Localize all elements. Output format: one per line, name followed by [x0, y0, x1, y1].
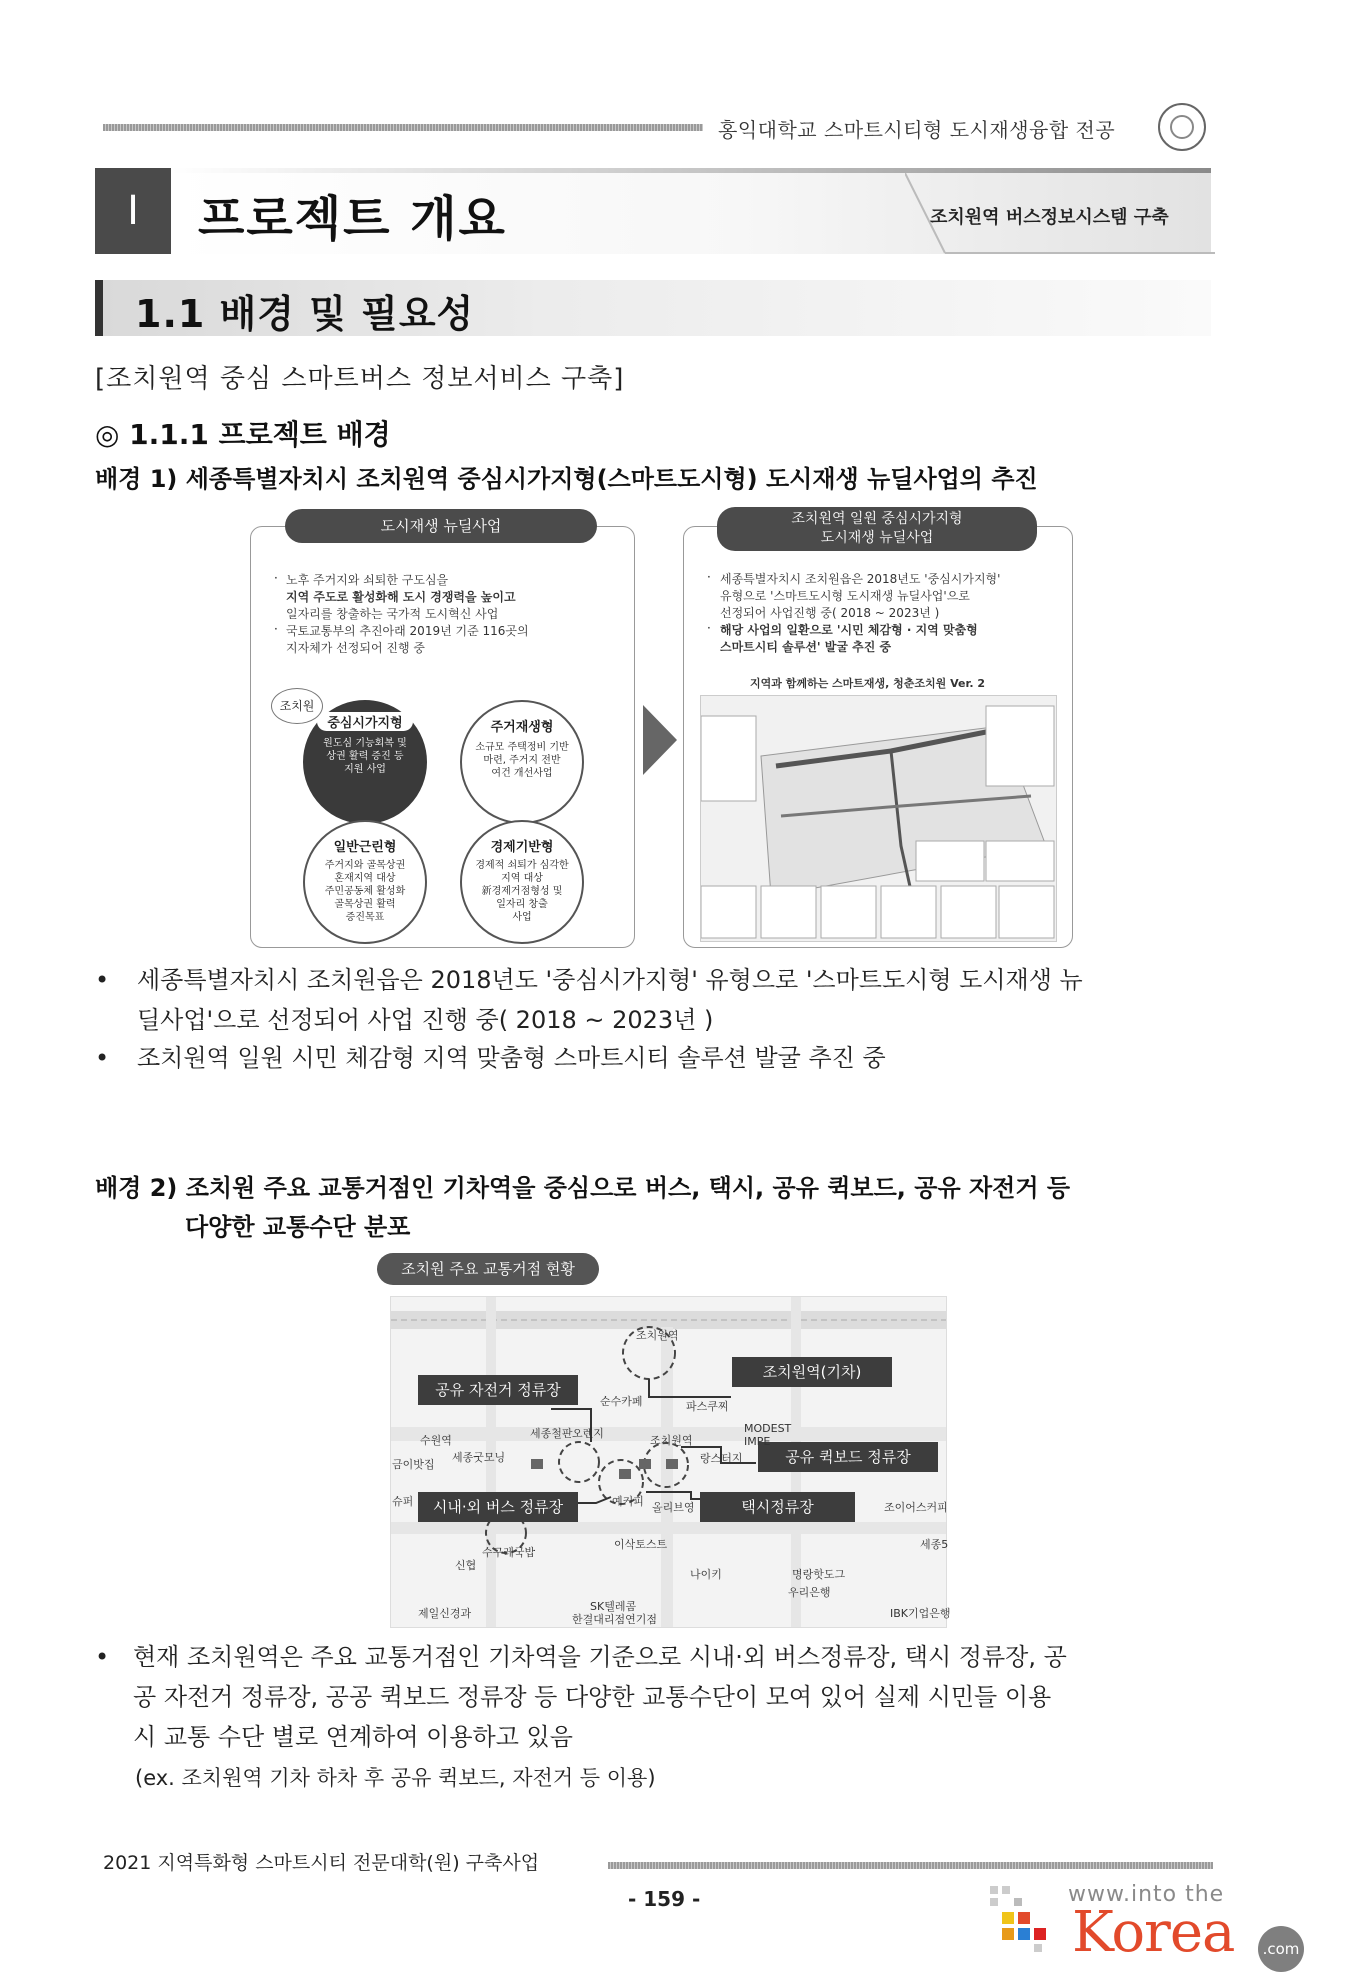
poi-21: 명랑핫도그 — [792, 1568, 846, 1581]
c4-d4: 일자리 창출 — [496, 899, 548, 910]
bg2-l2: 공 자전거 정류장, 공공 퀵보드 정류장 등 다양한 교통수단이 모여 있어 실제 시민들 이용 — [133, 1683, 1052, 1711]
subsection-title: ◎ 1.1.1 프로젝트 배경 — [95, 418, 391, 451]
poi-10: 조치원역 — [650, 1434, 693, 1447]
lp-b2-l1: 국토교통부의 추진아래 2019년 기준 116곳의 — [286, 624, 529, 638]
rp-b2-l2: 스마트시티 솔루션' 발굴 추진 중 — [720, 640, 892, 654]
footer-text: 2021 지역특화형 스마트시티 전문대학(원) 구축사업 — [103, 1852, 540, 1874]
poi-18: 신협 — [455, 1559, 477, 1572]
c3-d5: 증진목표 — [345, 912, 385, 923]
circle-residential — [460, 700, 584, 824]
label-shared-scooter: 공유 퀵보드 정류장 — [758, 1442, 938, 1472]
poi-20: 나이키 — [690, 1568, 722, 1581]
poi-1: 순수카페 — [600, 1395, 643, 1408]
arrow-right-icon — [643, 705, 677, 775]
poi-station-small: 조치원역 — [636, 1329, 679, 1342]
c2-d2: 마련, 주거지 전반 — [483, 755, 561, 766]
poi-19: 세종5 — [920, 1538, 949, 1551]
section-bar — [95, 280, 103, 336]
c4-d5: 사업 — [512, 912, 532, 923]
page-number: - 159 - — [628, 1887, 701, 1911]
poi-14: 올리브영 — [652, 1501, 695, 1514]
circle-neighborhood — [303, 820, 427, 944]
subject-line: [조치원역 중심 스마트버스 정보서비스 구축] — [95, 364, 625, 394]
chapter-slant-line — [905, 173, 1215, 255]
poi-7: 금이밧집 — [392, 1458, 435, 1471]
label-bus-stop: 시내·외 버스 정류장 — [418, 1492, 578, 1522]
label-taxi-stand: 택시정류장 — [700, 1492, 855, 1522]
c4-d1: 경제적 쇠퇴가 심각한 — [475, 860, 569, 871]
poi-22: 우리은행 — [788, 1586, 831, 1599]
bg1-b1-text — [137, 960, 1083, 1040]
lp-b1-l1: 노후 주거지와 쇠퇴한 구도심을 — [286, 573, 449, 587]
watermark-grid-icon — [990, 1886, 1050, 1966]
lp-b2-l2: 지자체가 선정되어 진행 중 — [286, 641, 425, 655]
rp-dot2: · — [707, 621, 711, 635]
circle4-title: 경제기반형 — [490, 840, 554, 855]
chapter-number: Ⅰ — [95, 168, 171, 254]
lp-dot2: · — [274, 622, 278, 636]
rp-b1-l2: 유형으로 '스마트도시형 도시재생 뉴딜사업'으로 — [720, 589, 970, 603]
poi-2: 파스쿠찌 — [686, 1400, 729, 1413]
circle1-desc — [305, 737, 425, 776]
c4-d3: 新경제거점형성 및 — [481, 886, 563, 897]
poi-8: 세종굿모닝 — [452, 1451, 506, 1464]
bg1-b1-l2: 딜사업'으로 선정되어 사업 진행 중( 2018 ~ 2023년 ) — [137, 1006, 714, 1034]
bg2-bullet-text — [133, 1637, 1067, 1757]
bg1-bullet-1 — [95, 960, 1235, 1040]
background1-title: 배경 1) 세종특별자치시 조치원역 중심시가지형(스마트도시형) 도시재생 뉴딜사업의 추진 — [95, 465, 1038, 493]
rp-dot1: · — [707, 570, 711, 584]
seal-inner-ring — [1170, 115, 1194, 139]
circle3-title: 일반근린형 — [333, 840, 397, 855]
footer-rule — [608, 1862, 1213, 1869]
label-train-station: 조치원역(기차) — [732, 1357, 892, 1387]
circle1-title: 중심시가지형 — [317, 712, 413, 731]
c3-d4: 골목상권 활력 — [334, 899, 396, 910]
header-title: 홍익대학교 스마트시티형 도시재생융합 전공 — [718, 118, 1116, 142]
lp-dot1: · — [274, 571, 278, 585]
poi-25: 제일신경과 — [418, 1607, 472, 1620]
example-note: (ex. 조치원역 기차 하차 후 공유 퀵보드, 자전거 등 이용) — [135, 1766, 656, 1790]
poi-9: 수원역 — [420, 1434, 452, 1447]
transport-hub-title: 조치원 주요 교통거점 현황 — [377, 1253, 599, 1285]
bg1-b2-l1: 조치원역 일원 시민 체감형 지역 맞춤형 스마트시티 솔루션 발굴 추진 중 — [137, 1044, 886, 1072]
jochiwon-tag: 조치원 — [271, 688, 323, 724]
poi-16: 이삭토스트 — [614, 1538, 668, 1551]
c3-d3: 주민공동체 활성화 — [324, 886, 406, 897]
poi-4: 오렌지 — [572, 1427, 604, 1440]
rp-pill-l1: 조치원역 일원 중심시가지형 — [791, 511, 963, 527]
poi-17: 수구레국밥 — [482, 1546, 536, 1559]
poi-13: 예커피 — [612, 1495, 644, 1508]
section-title: 1.1 배경 및 필요성 — [135, 292, 475, 336]
lp-b1-l2: 지역 주도로 활성화해 도시 경쟁력을 높이고 — [286, 590, 516, 604]
lp-b1-l3: 일자리를 창출하는 국가적 도시혁신 사업 — [286, 607, 499, 621]
rp-b2-l1: 해당 사업의 일환으로 '시민 체감형 · 지역 맞춤형 — [720, 623, 978, 637]
smart-regeneration-map — [700, 695, 1057, 942]
map-caption: 지역과 함께하는 스마트재생, 청춘조치원 Ver. 2 — [750, 677, 986, 690]
c3-d2: 혼재지역 대상 — [334, 873, 396, 884]
poi-23: SK텔레콤 — [590, 1600, 637, 1613]
regeneration-map-graphic — [701, 696, 1056, 941]
watermark-big: Korea — [1072, 1900, 1235, 1965]
rp-pill-l2: 도시재생 뉴딜사업 — [820, 530, 934, 546]
poi-15: 조이어스커피 — [884, 1501, 948, 1514]
right-panel-pill — [717, 507, 1037, 551]
poi-12: 슈퍼 — [392, 1495, 414, 1508]
background2-title-line2: 다양한 교통수단 분포 — [185, 1213, 411, 1241]
c1-d2: 상권 활력 증진 등 — [326, 751, 404, 762]
circle-economic — [460, 820, 584, 944]
bg1-b1-l1: 세종특별자치시 조치원읍은 2018년도 '중심시가지형' 유형으로 '스마트도시형 도시재생 뉴 — [137, 966, 1083, 994]
c1-d3: 지원 사업 — [344, 764, 386, 775]
left-panel-bullet1 — [272, 572, 622, 657]
poi-26: IBK기업은행 — [890, 1607, 951, 1620]
watermark-badge: .com — [1258, 1926, 1304, 1972]
poi-11: 랑스터지 — [700, 1452, 743, 1465]
right-panel-text — [706, 571, 1066, 656]
left-panel-pill: 도시재생 뉴딜사업 — [285, 509, 597, 543]
c2-d1: 소규모 주택정비 기반 — [475, 742, 569, 753]
c3-d1: 주거지와 골목상권 — [324, 860, 406, 871]
poi-3: 세종철판 — [530, 1427, 573, 1440]
circle4-desc — [462, 859, 582, 924]
chapter-right-label: 조치원역 버스정보시스템 구축 — [930, 207, 1169, 228]
circle3-desc — [305, 859, 425, 924]
chapter-title: 프로젝트 개요 — [198, 191, 507, 247]
background2-title-line1: 배경 2) 조치원 주요 교통거점인 기차역을 중심으로 버스, 택시, 공유 퀵보드, 공유 자전거 등 — [95, 1174, 1071, 1202]
bg1-bullet-2 — [95, 1038, 1235, 1078]
label-shared-bike: 공유 자전거 정류장 — [418, 1375, 578, 1405]
bullet-dot: • — [95, 1044, 110, 1072]
bg2-l3: 시 교통 수단 별로 연계하여 이용하고 있음 — [133, 1723, 573, 1751]
circle2-desc — [462, 741, 582, 780]
c1-d1: 원도심 기능회복 및 — [323, 738, 407, 749]
c4-d2: 지역 대상 — [501, 873, 543, 884]
bullet-dot: • — [95, 966, 110, 994]
watermark-small: www.into the — [1068, 1882, 1225, 1907]
poi-6: IMPE — [744, 1435, 771, 1448]
header-rule — [103, 124, 703, 131]
circle2-title: 주거재생형 — [490, 720, 554, 735]
c2-d3: 여건 개선사업 — [491, 768, 553, 779]
rp-b1-l1: 세종특별자치시 조치원읍은 2018년도 '중심시가지형' — [720, 572, 1001, 586]
poi-24: 한결대리점연기점 — [572, 1613, 658, 1626]
bullet-dot: • — [95, 1643, 110, 1671]
circle-central-city — [303, 700, 427, 824]
bg2-l1: 현재 조치원역은 주요 교통거점인 기차역을 기준으로 시내·외 버스정류장, 택시 정류장, 공 — [133, 1643, 1067, 1671]
poi-5: MODEST — [744, 1422, 792, 1435]
bg2-bullet — [95, 1637, 1235, 1757]
rp-b1-l3: 선정되어 사업진행 중( 2018 ~ 2023년 ) — [720, 606, 940, 620]
